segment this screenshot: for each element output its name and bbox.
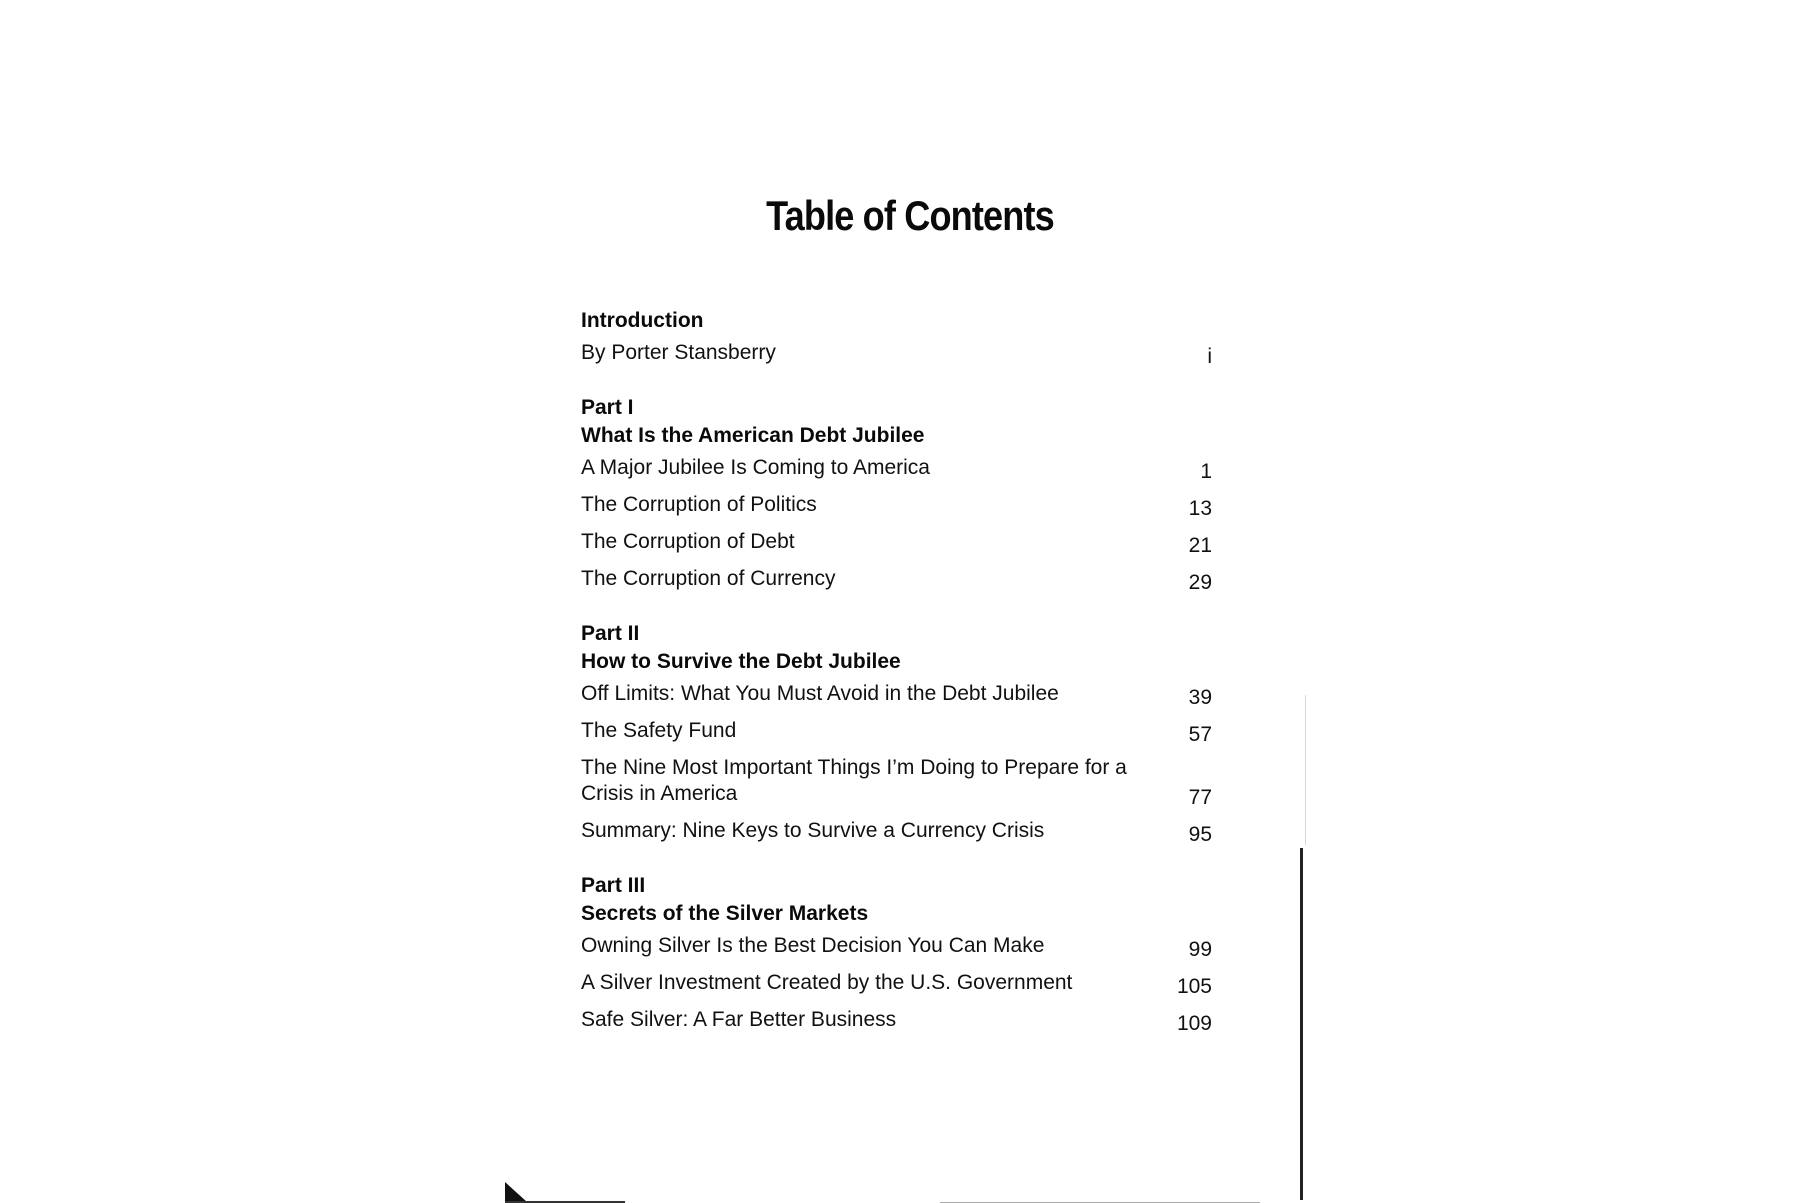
- entry-page-number: 1: [1200, 460, 1212, 483]
- entry-title: Safe Silver: A Far Better Business: [581, 1008, 897, 1031]
- entry-title: A Silver Investment Created by the U.S. Government: [581, 971, 1073, 994]
- entry-page-number: 77: [1188, 786, 1212, 809]
- scan-page-edge: [1305, 695, 1306, 845]
- section-title: What Is the American Debt Jubilee: [581, 424, 925, 447]
- section-label: Part III: [581, 874, 646, 897]
- section-label: Part I: [581, 396, 634, 419]
- toc-entry: [581, 335, 1221, 372]
- entry-title: The Safety Fund: [581, 719, 737, 742]
- entry-page-number: 99: [1188, 938, 1212, 961]
- entry-title: The Corruption of Politics: [581, 493, 817, 516]
- entry-page-number: 109: [1176, 1012, 1212, 1035]
- entry-title: Owning Silver Is the Best Decision You Can Make: [581, 934, 1045, 957]
- toc-entry: [581, 750, 1221, 813]
- entry-page-number: 21: [1188, 534, 1212, 557]
- entry-page-number: i: [1207, 345, 1212, 368]
- table-of-contents: [581, 307, 1221, 1061]
- toc-entry: [581, 813, 1221, 850]
- entry-title: A Major Jubilee Is Coming to America: [581, 456, 930, 479]
- entry-title: Off Limits: What You Must Avoid in the Debt Jubilee: [581, 682, 1059, 705]
- entry-page-number: 105: [1176, 975, 1212, 998]
- entry-title: The Nine Most Important Things I’m Doing to Prepare for a Crisis in America: [581, 756, 1127, 805]
- section-part-3: [581, 872, 1221, 1039]
- toc-entry: [581, 524, 1221, 561]
- entry-title: The Corruption of Debt: [581, 530, 795, 553]
- section-title: How to Survive the Debt Jubilee: [581, 650, 901, 673]
- toc-entry: [581, 561, 1221, 598]
- entry-page-number: 57: [1188, 723, 1212, 746]
- section-title: Secrets of the Silver Markets: [581, 902, 869, 925]
- section-label: Part II: [581, 622, 640, 645]
- toc-entry: [581, 450, 1221, 487]
- toc-entry: [581, 487, 1221, 524]
- scan-page-edge: [1300, 848, 1303, 1200]
- entry-page-number: 29: [1188, 571, 1212, 594]
- entry-page-number: 95: [1188, 823, 1212, 846]
- entry-title: By Porter Stansberry: [581, 341, 776, 364]
- toc-entry: [581, 965, 1221, 1002]
- entry-page-number: 39: [1188, 686, 1212, 709]
- section-introduction: [581, 307, 1221, 372]
- toc-entry: [581, 676, 1221, 713]
- section-part-2: [581, 620, 1221, 850]
- toc-entry: [581, 1002, 1221, 1039]
- entry-title: The Corruption of Currency: [581, 567, 836, 590]
- toc-entry: [581, 928, 1221, 965]
- section-label: Introduction: [581, 309, 704, 332]
- page-title: Table of Contents: [766, 192, 1054, 239]
- entry-page-number: 13: [1188, 497, 1212, 520]
- scan-corner-mark: [505, 1182, 527, 1202]
- toc-entry: [581, 713, 1221, 750]
- section-part-1: [581, 394, 1221, 598]
- entry-title: Summary: Nine Keys to Survive a Currency Crisis: [581, 819, 1045, 842]
